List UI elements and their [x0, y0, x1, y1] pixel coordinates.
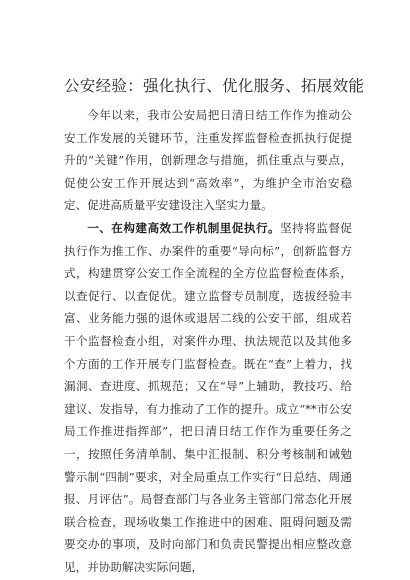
section-1-paragraph [64, 217, 352, 579]
document-body [64, 104, 352, 578]
section-1-heading: 一、在构建高效工作机制里促执行。 [87, 220, 281, 235]
section-1-text: 坚持将监督促执行作为推工作、办案件的重要“导向标”，创新监督方式，构建贯穿公安工作全流程的全方位监督检查体系，以查促行、以查促优。建立监督专员制度，选拔经验丰富、业务能力强的退休或退居二线的公安干部，组成若干个监督检查小组，对案件办理、执法规范以及其他多个方面的工作开展专门监督检查。既在“查”上着力，找漏洞、查进度、抓规范；又在“导”上辅助，教技巧、给建议、发指导，有力推动了工作的提升。成立“**市公安局工作推进指挥部”，把日清日结工作作为重要任务之一，按照任务清单制、集中汇报制、积分考核制和诫勉警示制“四制”要求，对全局重点工作实行“日总结、周通报、月评估”。局督查部门与各业务主管部门常态化开展联合检查，现场收集工作推进中的困难、阻碍问题及需要交办的事项，及时向部门和负责民警提出相应整改意见，并协助解决实际问题， [64, 220, 352, 574]
intro-paragraph: 今年以来，我市公安局把日清日结工作作为推动公安工作发展的关键环节，注重发挥监督检查抓执行促提升的“关键”作用，创新理念与措施，抓住重点与要点，促使公安工作开展达到“高效率”，为维护全市治安稳定、促进高质量平安建设注入坚实力量。 [64, 108, 352, 213]
document-title: 公安经验：强化执行、优化服务、拓展效能 [64, 77, 365, 95]
